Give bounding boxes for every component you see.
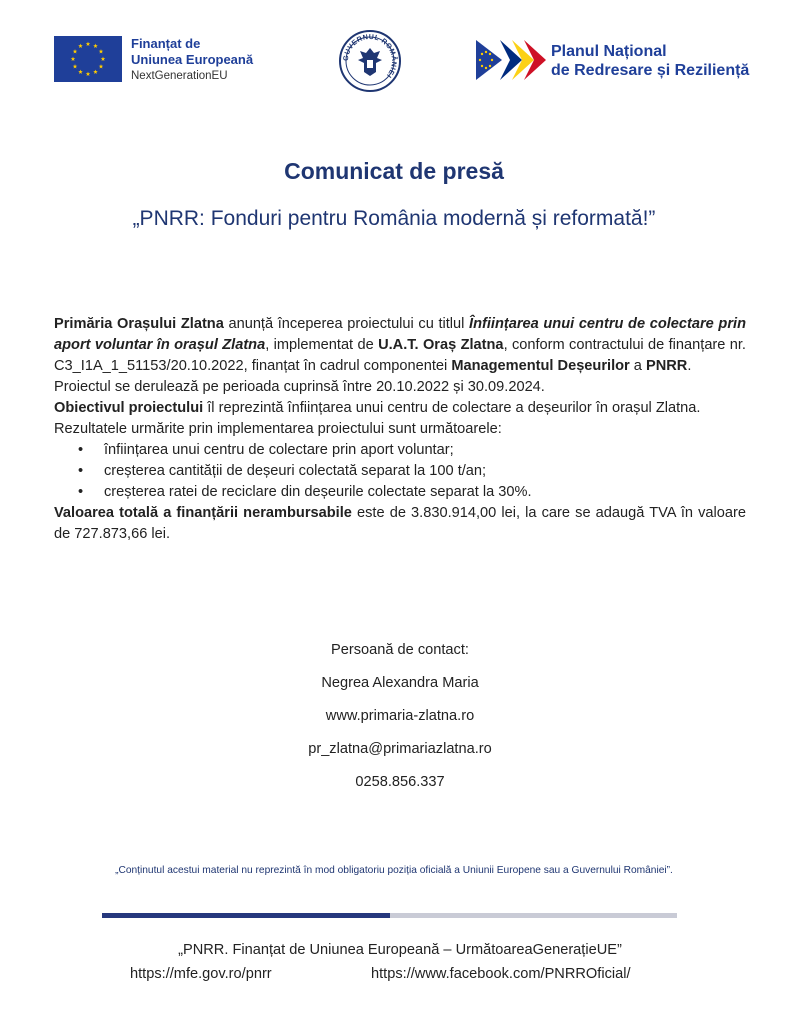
results-list (54, 440, 746, 503)
intro-text-3: , conform contractului de finanțare nr. C3_I1A_1_51153/20.10.2022, finanțat în cadrul componentei (54, 337, 746, 374)
intro-bold-3: Managementul Deșeurilor (451, 358, 630, 374)
page-subtitle: „PNRR: Fonduri pentru România modernă și reformată!” (132, 207, 656, 230)
list-item: • creșterea ratei de reciclare din deșeurile colectate separat la 30%. (104, 482, 746, 503)
list-item: • creșterea cantității de deșeuri colectată separat la 100 t/an; (104, 461, 746, 482)
footer-slogan: „PNRR. Finanțat de Uniunea Europeană – UrmătoareaGenerațieUE” (178, 942, 622, 958)
page-title: Comunicat de presă (284, 158, 504, 184)
value-bold: Valoarea totală a finanțării nerambursabile (54, 505, 352, 521)
eu-funding-label (131, 36, 253, 84)
intro-project-title: Înființarea unui centru de colectare prin aport voluntar în orașul Zlatna (54, 316, 746, 353)
footer-divider (102, 913, 677, 918)
list-item: • înființarea unui centru de colectare prin aport voluntar; (104, 440, 746, 461)
intro-text-5: . (687, 358, 692, 374)
paragraph-objective (54, 398, 746, 419)
objective-text: îl reprezintă înființarea unui centru de colectare a deșeurilor în orașul Zlatna. (203, 400, 701, 416)
value-text: este de 3.830.914,00 lei, la care se adaugă TVA în valoare de 727.873,66 lei. (54, 505, 746, 542)
contact-email-link[interactable]: pr_zlatna@primariazlatna.ro (308, 741, 492, 757)
footer-facebook-link[interactable]: https://www.facebook.com/PNRROficial/ (371, 966, 631, 982)
contact-phone: 0258.856.337 (355, 774, 445, 790)
pnrr-line-2: de Redresare și Reziliență (551, 62, 750, 79)
pnrr-logo-icon (476, 40, 546, 80)
intro-bold-1: Primăria Orașului Zlatna (54, 316, 224, 332)
bullet-icon: • (78, 442, 84, 458)
press-release-body (54, 314, 746, 545)
eu-line-2: Uniunea Europeană (131, 52, 254, 67)
contact-block (0, 640, 788, 805)
eu-flag-icon (54, 36, 122, 82)
government-seal-icon (339, 30, 401, 92)
intro-text-4: a (629, 358, 646, 374)
contact-name: Negrea Alexandra Maria (321, 675, 479, 691)
intro-text-2: , implementat de (265, 337, 379, 353)
paragraph-intro (54, 314, 746, 377)
paragraph-period: Proiectul se derulează pe perioada cuprinsă între 20.10.2022 și 30.09.2024. (54, 379, 545, 395)
footer-mfe-link[interactable]: https://mfe.gov.ro/pnrr (130, 966, 272, 982)
eu-line-1: Finanțat de (131, 36, 201, 51)
bullet-icon: • (78, 484, 84, 500)
disclaimer: „Conținutul acestui material nu reprezintă în mod obligatoriu poziția oficială a Uniunii Europene sau a Guvernului României”. (115, 865, 673, 876)
intro-bold-4: PNRR (645, 358, 688, 374)
contact-label: Persoană de contact: (331, 642, 469, 658)
bullet-icon: • (78, 463, 84, 479)
eu-line-3: NextGenerationEU (131, 70, 228, 82)
contact-website-link[interactable]: www.primaria-zlatna.ro (325, 708, 475, 724)
objective-bold: Obiectivul proiectului (54, 400, 204, 416)
intro-text-1: anunță începerea proiectului cu titlul (223, 316, 470, 332)
paragraph-value (54, 503, 746, 545)
pnrr-label (551, 42, 749, 80)
pnrr-line-1: Planul Național (551, 43, 667, 60)
seal-text: GUVERNUL ROMÂNIEI (342, 33, 398, 79)
footer-divider-fill (102, 913, 390, 918)
paragraph-results-intro: Rezultatele urmărite prin implementarea proiectului sunt următoarele: (54, 421, 502, 437)
intro-bold-2: U.A.T. Oraș Zlatna (378, 337, 504, 353)
